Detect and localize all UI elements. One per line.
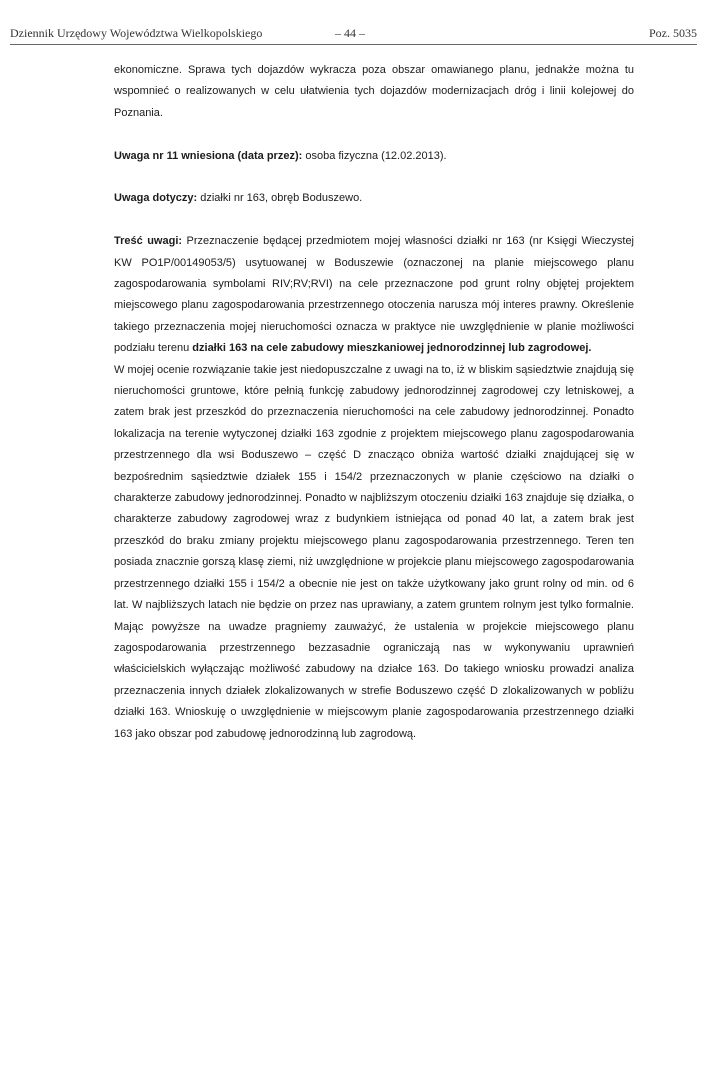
- spacer: [114, 167, 634, 188]
- content-label: Treść uwagi:: [114, 235, 183, 248]
- submission-line: [114, 146, 634, 167]
- content-paragraph-1: [114, 231, 634, 359]
- content-paragraph-1-text: Przeznaczenie będącej przedmiotem mojej własności działki nr 163 (nr Księgi Wieczystej KW PO1P/00149053/5) usytuowanej w Boduszewie (oznaczonej na planie miejscowego planu zagospodarowania symbolami RIV;RV;RVI) na cele przeznaczone pod grunt rolny objętej projektem miejscowego planu zagospodarowania przestrzennego otoczenia narusza mój interes prawny. Określenie takiego przeznaczenia mojej nieruchomości oznacza w praktyce nie uwzględnienie w planie możliwości podziału terenu: [114, 235, 635, 355]
- concerns-label: Uwaga dotyczy:: [114, 192, 198, 205]
- concerns-value: działki nr 163, obręb Boduszewo.: [197, 192, 363, 205]
- spacer: [114, 124, 634, 145]
- concerns-line: [114, 188, 634, 209]
- document-body: [114, 60, 634, 745]
- submission-label: Uwaga nr 11 wniesiona (data przez):: [114, 149, 303, 162]
- page-number: – 44 –: [335, 26, 365, 40]
- content-paragraph-2: W mojej ocenie rozwiązanie takie jest niedopuszczalne z uwagi na to, iż w bliskim sąsiedztwie znajdują się nieruchomości gruntowe, które pełnią funkcję zabudowy jednorodzinnej zagrodowej czy letniskowej, a zatem brak jest przeszkód do przeznaczenia nieruchomości na cele zabudowy jednorodzinnej. Ponadto lokalizacja na terenie wytyczonej działki 163 zgodnie z projektem miejscowego planu zagospodarowania przestrzennego dla wsi Boduszewo – część D znacząco obniża wartość działki znajdującej się w bezpośrednim sąsiedztwie działek 155 i 154/2 przeznaczonych w planie częściowo na działki o charakterze zabudowy jednorodzinnej. Ponadto w najbliższym otoczeniu działki 163 znajduje się działka, o charakterze zabudowy zagrodowej wraz z budynkiem istniejąca od ponad 40 lat, a zatem brak jest przeszkód do braku zmiany projektu miejscowego planu zagospodarowania przestrzennego. Teren ten posiada znacznie gorszą klasę ziemi, niż uwzględnione w projekcie planu miejscowego zagospodarowania przestrzennego działki 155 i 154/2 a obecnie nie jest on także użytkowany jako grunt rolny od min. od 6 lat. W najbliższych latach nie będzie on przez nas uprawiany, a zatem gruntem rolnym jest tylko formalnie. Mając powyższe na uwadze pragniemy zauważyć, że ustalenia w projekcie miejscowego planu zagospodarowania przestrzennego bezzasadnie ograniczają nas w wykonywaniu uprawnień właścicielskich wyłączając możliwość zabudowy na działce 163. Do takiego wniosku prowadzi analiza przeznaczenia innych działek zlokalizowanych w strefie Boduszewo część D zlokalizowanych w pobliżu działki 163. Wnioskuję o uwzględnienie w miejscowym planie zagospodarowania przestrzennego działki 163 jako obszar pod zabudowę jednorodzinną lub zagrodową.: [114, 363, 634, 740]
- header-divider: [10, 44, 697, 45]
- spacer: [114, 210, 634, 231]
- submission-value: osoba fizyczna (12.02.2013).: [302, 149, 447, 162]
- intro-paragraph: ekonomiczne. Sprawa tych dojazdów wykracza poza obszar omawianego planu, jednakże można tu wspomnieć o realizowanych w celu ułatwienia tych dojazdów modernizacjach dróg i linii kolejowej do Poznania.: [114, 64, 634, 119]
- content-paragraph-1-emphasis: działki 163 na cele zabudowy mieszkaniowej jednorodzinnej lub zagrodowej.: [189, 342, 592, 355]
- position-number: Poz. 5035: [649, 26, 697, 40]
- journal-title: Dziennik Urzędowy Województwa Wielkopolskiego: [10, 26, 263, 40]
- page-header: [10, 26, 697, 42]
